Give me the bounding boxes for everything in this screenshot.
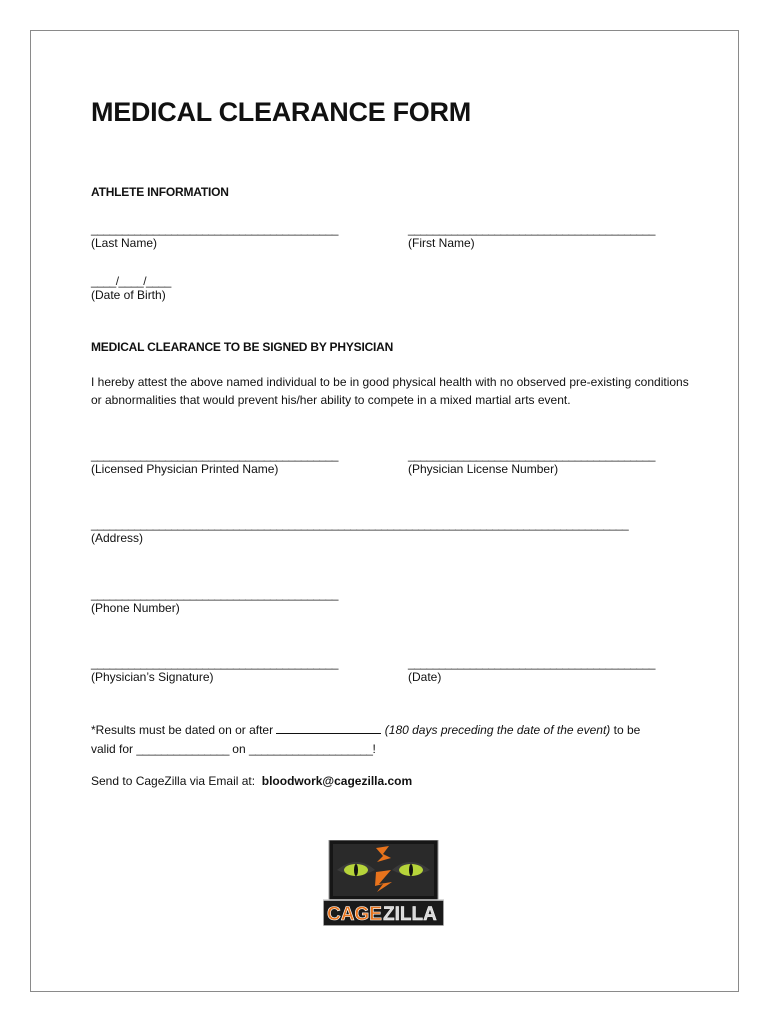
last-name-label: (Last Name) [91,236,158,250]
results-date-blank[interactable] [276,721,381,734]
license-number-line[interactable]: ________________________________________ [408,448,655,462]
results-note: (180 days preceding the date of the event) [384,723,611,737]
last-name-line[interactable]: ________________________________________ [91,222,338,236]
results-line-2 [91,742,376,756]
date-line[interactable]: ________________________________________ [408,656,655,670]
signature-label: (Physician’s Signature) [91,670,214,684]
results-line-1 [91,721,640,737]
physician-heading: MEDICAL CLEARANCE TO BE SIGNED BY PHYSICIAN [91,340,394,354]
send-label: Send to CageZilla via Email at: [91,774,256,788]
license-number-label: (Physician License Number) [408,462,559,476]
attestation-paragraph: I hereby attest the above named individual to be in good physical health with no observed pre-existing conditions or abnormalities that would prevent his/her ability to compete in a mixed martial arts event. [91,375,689,407]
athlete-info-heading: ATHLETE INFORMATION [91,185,229,199]
physician-name-line[interactable]: ________________________________________ [91,448,338,462]
dob-label: (Date of Birth) [91,288,166,302]
results-end: ! [372,742,376,756]
form-page [30,30,739,992]
signature-line[interactable]: ________________________________________ [91,656,338,670]
first-name-label: (First Name) [408,236,475,250]
valid-for-blank[interactable]: _______________ [136,742,229,756]
on-blank[interactable]: ____________________ [248,742,373,756]
first-name-line[interactable]: ________________________________________ [408,222,655,236]
send-line [91,774,412,788]
email-link[interactable]: bloodwork@cagezilla.com [261,774,413,788]
page-title: MEDICAL CLEARANCE FORM [91,97,471,127]
physician-name-label: (Licensed Physician Printed Name) [91,462,279,476]
date-label: (Date) [408,670,442,684]
phone-label: (Phone Number) [91,601,180,615]
address-line[interactable]: _______________________________________________________________________________________ [91,517,629,531]
results-to-be: to be [610,723,641,737]
logo-word-zilla: ZILLA [383,904,437,925]
phone-line[interactable]: ________________________________________ [91,587,338,601]
address-label: (Address) [91,531,144,545]
dob-line[interactable]: ____/____/____ [91,274,171,288]
logo-word-cage: CAGE [327,904,382,925]
cagezilla-logo [323,840,444,926]
results-on: on [228,742,249,756]
results-valid-for: valid for [91,742,137,756]
results-prefix: *Results must be dated on or after [91,723,277,737]
